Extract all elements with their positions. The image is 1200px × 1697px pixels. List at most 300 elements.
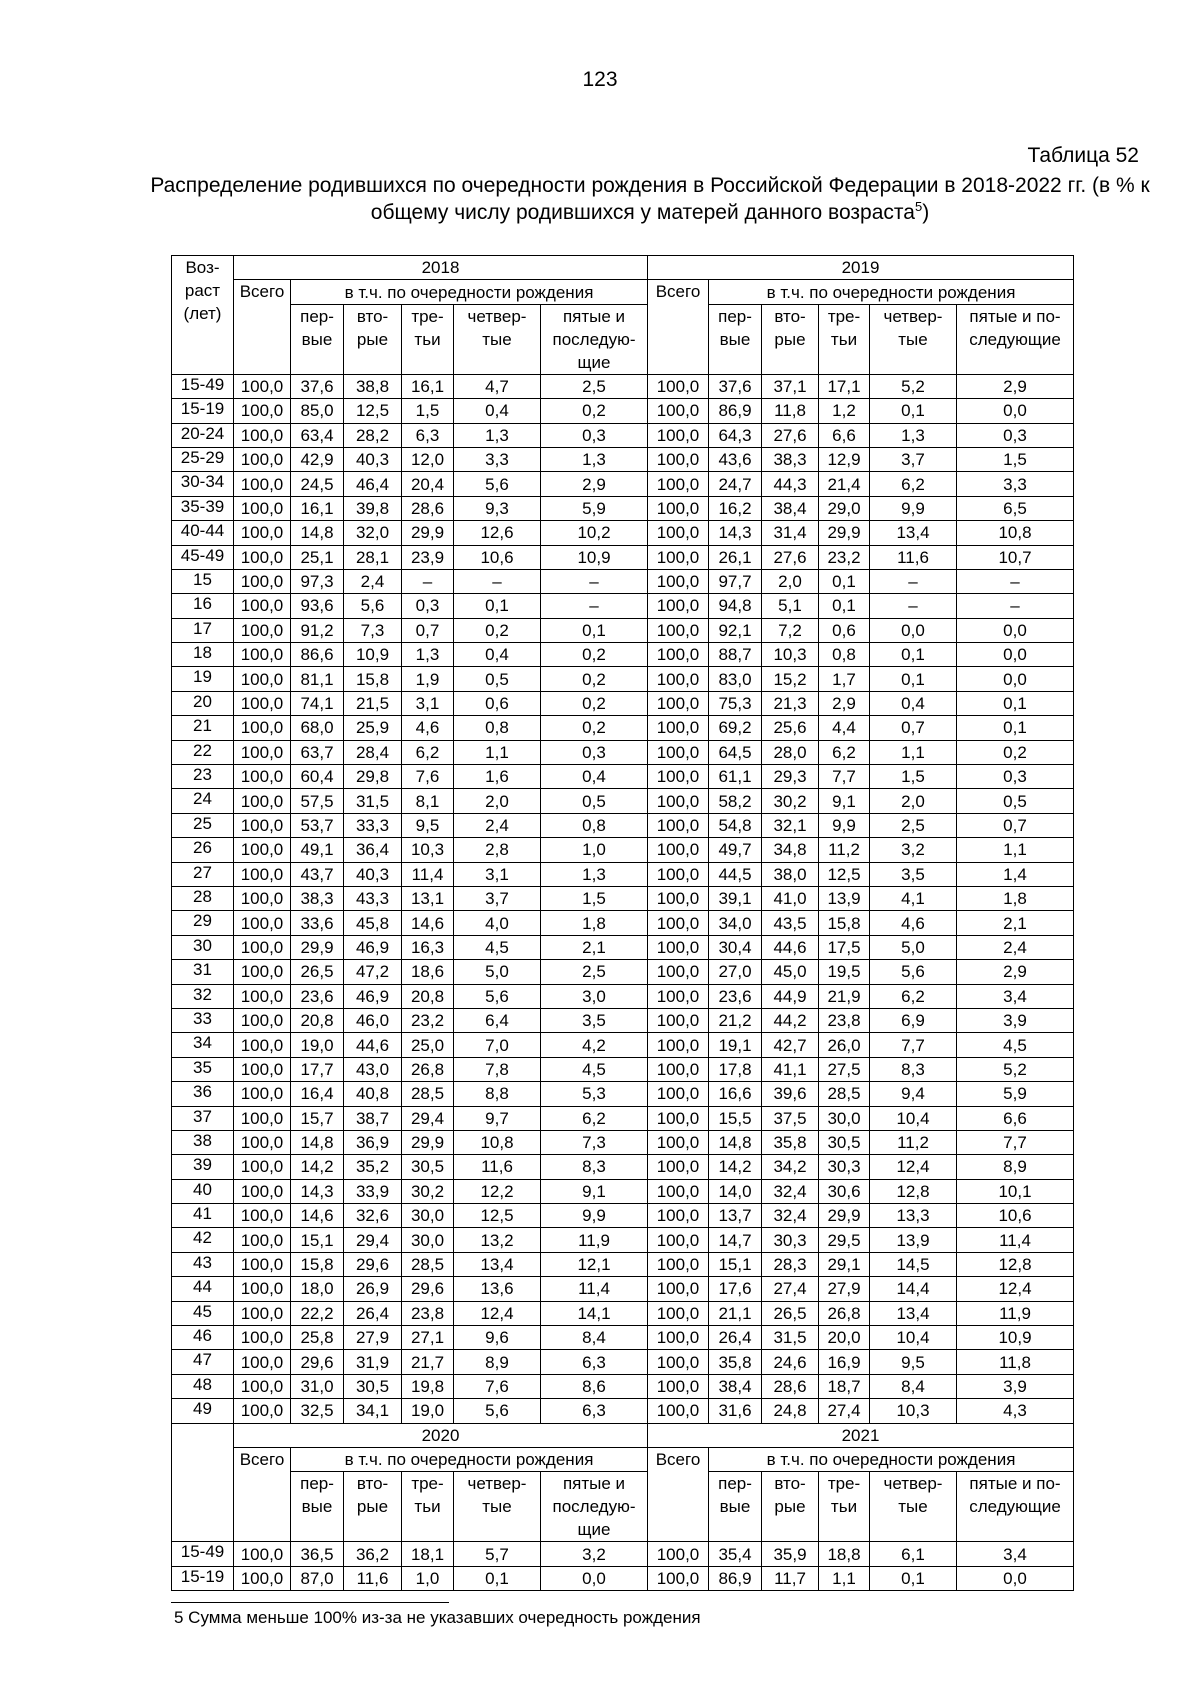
value-cell: 44,5 — [709, 862, 762, 886]
year-header: 2021 — [648, 1423, 1074, 1447]
value-cell: 0,1 — [870, 667, 957, 691]
age-cell: 29 — [172, 911, 234, 935]
value-cell: 28,2 — [344, 423, 402, 447]
value-cell: 13,4 — [870, 1301, 957, 1325]
value-cell: 21,9 — [819, 984, 870, 1008]
value-cell: 24,8 — [762, 1399, 819, 1423]
value-cell: 46,9 — [344, 935, 402, 959]
value-cell: 3,5 — [541, 1008, 648, 1032]
value-cell: 13,7 — [709, 1204, 762, 1228]
value-cell: 10,8 — [957, 521, 1074, 545]
second-births-header: вто-рые — [344, 1472, 402, 1542]
value-cell: 10,9 — [344, 643, 402, 667]
value-cell: 16,9 — [819, 1350, 870, 1374]
value-cell: 9,1 — [541, 1179, 648, 1203]
value-cell: 29,9 — [402, 521, 454, 545]
value-cell: 30,2 — [402, 1179, 454, 1203]
value-cell: 3,9 — [957, 1374, 1074, 1398]
value-cell: 6,2 — [819, 740, 870, 764]
value-cell: 2,4 — [454, 813, 541, 837]
value-cell: 38,4 — [709, 1374, 762, 1398]
value-cell: 17,7 — [291, 1057, 344, 1081]
value-cell: 11,8 — [957, 1350, 1074, 1374]
value-cell: 100,0 — [234, 569, 291, 593]
value-cell: 12,4 — [957, 1277, 1074, 1301]
order-group-header: в т.ч. по очередности рождения — [709, 1447, 1074, 1471]
value-cell: 28,4 — [344, 740, 402, 764]
table-row — [172, 1542, 1074, 1566]
age-cell: 45-49 — [172, 545, 234, 569]
value-cell: 21,1 — [709, 1301, 762, 1325]
value-cell: 42,7 — [762, 1033, 819, 1057]
value-cell: 36,5 — [291, 1542, 344, 1566]
value-cell: 6,1 — [870, 1542, 957, 1566]
value-cell: 37,6 — [709, 374, 762, 398]
value-cell: 100,0 — [234, 667, 291, 691]
value-cell: 10,9 — [541, 545, 648, 569]
table-row — [172, 643, 1074, 667]
value-cell: 8,8 — [454, 1082, 541, 1106]
age-cell: 34 — [172, 1033, 234, 1057]
value-cell: 85,0 — [291, 399, 344, 423]
value-cell: 2,5 — [870, 813, 957, 837]
value-cell: 9,6 — [454, 1326, 541, 1350]
value-cell: 3,9 — [957, 1008, 1074, 1032]
value-cell: 100,0 — [234, 1008, 291, 1032]
table-row — [172, 1566, 1074, 1590]
value-cell: 11,9 — [541, 1228, 648, 1252]
value-cell: 39,8 — [344, 496, 402, 520]
value-cell: 14,3 — [291, 1179, 344, 1203]
value-cell: 29,4 — [344, 1228, 402, 1252]
value-cell: 5,7 — [454, 1542, 541, 1566]
value-cell: 0,0 — [957, 667, 1074, 691]
value-cell: 27,9 — [344, 1326, 402, 1350]
value-cell: 100,0 — [648, 496, 709, 520]
value-cell: 32,0 — [344, 521, 402, 545]
value-cell: 100,0 — [648, 984, 709, 1008]
age-cell: 30-34 — [172, 472, 234, 496]
value-cell: 10,3 — [870, 1399, 957, 1423]
value-cell: 17,5 — [819, 935, 870, 959]
table-title — [150, 172, 1150, 226]
value-cell: 15,2 — [762, 667, 819, 691]
value-cell: 100,0 — [234, 1130, 291, 1154]
value-cell: 23,6 — [709, 984, 762, 1008]
value-cell: 37,1 — [762, 374, 819, 398]
value-cell: 9,9 — [819, 813, 870, 837]
header-row-orders — [172, 1472, 1074, 1542]
value-cell: 19,1 — [709, 1033, 762, 1057]
value-cell: 14,0 — [709, 1179, 762, 1203]
value-cell: 100,0 — [234, 521, 291, 545]
value-cell: 40,3 — [344, 447, 402, 471]
value-cell: 24,6 — [762, 1350, 819, 1374]
value-cell: 1,1 — [957, 838, 1074, 862]
age-cell: 41 — [172, 1204, 234, 1228]
value-cell: 4,3 — [957, 1399, 1074, 1423]
value-cell: 100,0 — [234, 716, 291, 740]
value-cell: 13,9 — [819, 886, 870, 910]
value-cell: 100,0 — [234, 423, 291, 447]
value-cell: 27,5 — [819, 1057, 870, 1081]
table-row — [172, 1130, 1074, 1154]
value-cell: 29,6 — [402, 1277, 454, 1301]
value-cell: 7,7 — [957, 1130, 1074, 1154]
value-cell: 97,7 — [709, 569, 762, 593]
table-row — [172, 1057, 1074, 1081]
value-cell: 10,4 — [870, 1106, 957, 1130]
value-cell: 20,0 — [819, 1326, 870, 1350]
value-cell: 100,0 — [648, 1155, 709, 1179]
value-cell: 33,3 — [344, 813, 402, 837]
value-cell: 34,8 — [762, 838, 819, 862]
value-cell: 63,4 — [291, 423, 344, 447]
table-row — [172, 399, 1074, 423]
value-cell: 0,5 — [957, 789, 1074, 813]
value-cell: – — [454, 569, 541, 593]
value-cell: 17,1 — [819, 374, 870, 398]
value-cell: 33,9 — [344, 1179, 402, 1203]
value-cell: 2,9 — [819, 691, 870, 715]
value-cell: 23,9 — [402, 545, 454, 569]
value-cell: 29,8 — [344, 765, 402, 789]
value-cell: 100,0 — [234, 886, 291, 910]
value-cell: 100,0 — [234, 935, 291, 959]
table-row — [172, 1399, 1074, 1423]
value-cell: 9,1 — [819, 789, 870, 813]
value-cell: 6,2 — [870, 472, 957, 496]
value-cell: 100,0 — [648, 1130, 709, 1154]
age-cell: 36 — [172, 1082, 234, 1106]
year-header: 2018 — [234, 256, 648, 280]
value-cell: 100,0 — [648, 569, 709, 593]
value-cell: 0,1 — [819, 594, 870, 618]
header-row-groups — [172, 1447, 1074, 1471]
value-cell: 19,8 — [402, 1374, 454, 1398]
value-cell: 100,0 — [648, 472, 709, 496]
value-cell: 16,3 — [402, 935, 454, 959]
table-row — [172, 838, 1074, 862]
value-cell: 0,6 — [454, 691, 541, 715]
header-row-orders — [172, 304, 1074, 374]
value-cell: 4,5 — [957, 1033, 1074, 1057]
value-cell: 11,9 — [957, 1301, 1074, 1325]
value-cell: 2,4 — [344, 569, 402, 593]
value-cell: 14,8 — [291, 1130, 344, 1154]
value-cell: 30,5 — [819, 1130, 870, 1154]
value-cell: 100,0 — [234, 1204, 291, 1228]
value-cell: 29,0 — [819, 496, 870, 520]
table-row — [172, 1252, 1074, 1276]
fifth-plus-births-header: пятые и по-следующие — [957, 304, 1074, 374]
value-cell: 40,8 — [344, 1082, 402, 1106]
value-cell: – — [957, 594, 1074, 618]
value-cell: 26,1 — [709, 545, 762, 569]
value-cell: 24,5 — [291, 472, 344, 496]
value-cell: 4,5 — [541, 1057, 648, 1081]
value-cell: 30,0 — [819, 1106, 870, 1130]
table-row — [172, 886, 1074, 910]
value-cell: 31,4 — [762, 521, 819, 545]
value-cell: 100,0 — [648, 618, 709, 642]
value-cell: 100,0 — [234, 1399, 291, 1423]
value-cell: 19,5 — [819, 960, 870, 984]
value-cell: 30,6 — [819, 1179, 870, 1203]
age-cell: 38 — [172, 1130, 234, 1154]
value-cell: 87,0 — [291, 1566, 344, 1590]
value-cell: 0,7 — [870, 716, 957, 740]
value-cell: 8,9 — [454, 1350, 541, 1374]
value-cell: 6,5 — [957, 496, 1074, 520]
value-cell: 10,3 — [402, 838, 454, 862]
table-row — [172, 447, 1074, 471]
value-cell: 21,7 — [402, 1350, 454, 1374]
table-row — [172, 813, 1074, 837]
value-cell: 100,0 — [648, 1204, 709, 1228]
age-cell: 37 — [172, 1106, 234, 1130]
value-cell: 12,8 — [957, 1252, 1074, 1276]
value-cell: 29,9 — [819, 1204, 870, 1228]
value-cell: 1,5 — [541, 886, 648, 910]
value-cell: 28,5 — [402, 1252, 454, 1276]
value-cell: 0,2 — [957, 740, 1074, 764]
value-cell: 11,2 — [870, 1130, 957, 1154]
value-cell: 35,8 — [709, 1350, 762, 1374]
value-cell: 36,2 — [344, 1542, 402, 1566]
value-cell: 12,9 — [819, 447, 870, 471]
value-cell: 44,3 — [762, 472, 819, 496]
value-cell: 0,2 — [454, 618, 541, 642]
table-row — [172, 1228, 1074, 1252]
value-cell: 21,2 — [709, 1008, 762, 1032]
table-row — [172, 960, 1074, 984]
value-cell: 26,4 — [709, 1326, 762, 1350]
value-cell: 12,4 — [454, 1301, 541, 1325]
value-cell: 100,0 — [648, 1228, 709, 1252]
value-cell: 100,0 — [648, 374, 709, 398]
age-cell: 25 — [172, 813, 234, 837]
value-cell: 100,0 — [648, 716, 709, 740]
value-cell: 12,5 — [454, 1204, 541, 1228]
value-cell: 100,0 — [648, 1057, 709, 1081]
value-cell: 33,6 — [291, 911, 344, 935]
table-row — [172, 765, 1074, 789]
value-cell: 29,3 — [762, 765, 819, 789]
value-cell: 2,1 — [541, 935, 648, 959]
value-cell: 91,2 — [291, 618, 344, 642]
value-cell: 9,4 — [870, 1082, 957, 1106]
value-cell: 28,1 — [344, 545, 402, 569]
value-cell: 0,4 — [870, 691, 957, 715]
value-cell: 10,6 — [454, 545, 541, 569]
value-cell: 30,3 — [762, 1228, 819, 1252]
age-cell: 44 — [172, 1277, 234, 1301]
table-row — [172, 1301, 1074, 1325]
age-cell: 49 — [172, 1399, 234, 1423]
value-cell: 7,2 — [762, 618, 819, 642]
table-row — [172, 862, 1074, 886]
value-cell: 2,0 — [762, 569, 819, 593]
value-cell: 100,0 — [648, 1179, 709, 1203]
value-cell: 5,6 — [454, 984, 541, 1008]
value-cell: 28,3 — [762, 1252, 819, 1276]
value-cell: 0,3 — [957, 423, 1074, 447]
value-cell: 11,4 — [541, 1277, 648, 1301]
value-cell: 68,0 — [291, 716, 344, 740]
age-cell: 28 — [172, 886, 234, 910]
value-cell: 5,9 — [957, 1082, 1074, 1106]
value-cell: 30,0 — [402, 1204, 454, 1228]
value-cell: 0,4 — [454, 399, 541, 423]
value-cell: 15,8 — [291, 1252, 344, 1276]
value-cell: 11,4 — [957, 1228, 1074, 1252]
second-births-header: вто-рые — [762, 304, 819, 374]
value-cell: 7,7 — [819, 765, 870, 789]
value-cell: 26,8 — [819, 1301, 870, 1325]
value-cell: 100,0 — [648, 423, 709, 447]
value-cell: 4,6 — [402, 716, 454, 740]
value-cell: 2,1 — [957, 911, 1074, 935]
value-cell: 31,5 — [344, 789, 402, 813]
value-cell: 20,8 — [291, 1008, 344, 1032]
value-cell: 26,5 — [291, 960, 344, 984]
value-cell: 26,9 — [344, 1277, 402, 1301]
value-cell: 100,0 — [234, 691, 291, 715]
value-cell: 29,5 — [819, 1228, 870, 1252]
value-cell: 2,0 — [454, 789, 541, 813]
age-cell: 33 — [172, 1008, 234, 1032]
value-cell: 31,6 — [709, 1399, 762, 1423]
total-header: Всего — [234, 1447, 291, 1541]
value-cell: 26,0 — [819, 1033, 870, 1057]
value-cell: 100,0 — [648, 1399, 709, 1423]
value-cell: 0,1 — [870, 399, 957, 423]
total-header: Всего — [648, 280, 709, 374]
value-cell: 31,5 — [762, 1326, 819, 1350]
value-cell: 8,4 — [870, 1374, 957, 1398]
value-cell: 38,3 — [291, 886, 344, 910]
birth-order-table — [171, 255, 1074, 1591]
age-cell: 20-24 — [172, 423, 234, 447]
value-cell: 3,3 — [957, 472, 1074, 496]
table-row — [172, 667, 1074, 691]
value-cell: 100,0 — [234, 545, 291, 569]
value-cell: 46,0 — [344, 1008, 402, 1032]
value-cell: 18,8 — [819, 1542, 870, 1566]
age-cell: 27 — [172, 862, 234, 886]
table-row — [172, 1082, 1074, 1106]
value-cell: 3,2 — [870, 838, 957, 862]
value-cell: 27,6 — [762, 545, 819, 569]
value-cell: 100,0 — [234, 447, 291, 471]
value-cell: 43,3 — [344, 886, 402, 910]
value-cell: 8,1 — [402, 789, 454, 813]
first-births-header: пер-вые — [291, 304, 344, 374]
value-cell: 28,6 — [762, 1374, 819, 1398]
value-cell: 11,6 — [870, 545, 957, 569]
age-cell: 45 — [172, 1301, 234, 1325]
fourth-births-header: четвер-тые — [454, 304, 541, 374]
value-cell: 32,4 — [762, 1179, 819, 1203]
value-cell: 31,0 — [291, 1374, 344, 1398]
value-cell: 43,0 — [344, 1057, 402, 1081]
value-cell: 14,8 — [709, 1130, 762, 1154]
age-cell: 40 — [172, 1179, 234, 1203]
value-cell: 63,7 — [291, 740, 344, 764]
value-cell: 23,8 — [402, 1301, 454, 1325]
value-cell: 4,0 — [454, 911, 541, 935]
value-cell: 7,7 — [870, 1033, 957, 1057]
value-cell: 20,4 — [402, 472, 454, 496]
value-cell: 5,6 — [454, 472, 541, 496]
table-row — [172, 1277, 1074, 1301]
age-cell: 43 — [172, 1252, 234, 1276]
value-cell: 6,3 — [402, 423, 454, 447]
header-row-years — [172, 1423, 1074, 1447]
title-footnote-mark: 5 — [914, 199, 923, 214]
age-cell: 15-49 — [172, 1542, 234, 1566]
value-cell: 29,9 — [402, 1130, 454, 1154]
value-cell: 21,3 — [762, 691, 819, 715]
value-cell: 100,0 — [234, 911, 291, 935]
value-cell: 45,0 — [762, 960, 819, 984]
value-cell: 100,0 — [648, 1566, 709, 1590]
value-cell: 86,9 — [709, 399, 762, 423]
value-cell: 100,0 — [234, 472, 291, 496]
value-cell: 34,2 — [762, 1155, 819, 1179]
value-cell: 44,6 — [762, 935, 819, 959]
value-cell: 12,2 — [454, 1179, 541, 1203]
value-cell: 0,2 — [541, 667, 648, 691]
value-cell: 86,6 — [291, 643, 344, 667]
age-cell: 24 — [172, 789, 234, 813]
value-cell: 6,6 — [957, 1106, 1074, 1130]
value-cell: 27,6 — [762, 423, 819, 447]
value-cell: 0,5 — [454, 667, 541, 691]
value-cell: 0,2 — [541, 691, 648, 715]
table-row — [172, 911, 1074, 935]
value-cell: 97,3 — [291, 569, 344, 593]
age-cell: 35 — [172, 1057, 234, 1081]
value-cell: 44,9 — [762, 984, 819, 1008]
value-cell: 30,0 — [402, 1228, 454, 1252]
footnote: 5 Сумма меньше 100% из-за не указавших очередность рождения — [174, 1608, 701, 1627]
value-cell: 5,2 — [870, 374, 957, 398]
value-cell: 100,0 — [648, 740, 709, 764]
third-births-header: тре-тьи — [819, 304, 870, 374]
table-row — [172, 1033, 1074, 1057]
fourth-births-header: четвер-тые — [454, 1472, 541, 1542]
value-cell: 10,8 — [454, 1130, 541, 1154]
value-cell: 15,7 — [291, 1106, 344, 1130]
value-cell: 0,8 — [819, 643, 870, 667]
value-cell: 12,4 — [870, 1155, 957, 1179]
value-cell: 0,1 — [957, 716, 1074, 740]
value-cell: 4,5 — [454, 935, 541, 959]
value-cell: 12,5 — [344, 399, 402, 423]
age-cell: 20 — [172, 691, 234, 715]
value-cell: 1,3 — [454, 423, 541, 447]
value-cell: 11,7 — [762, 1566, 819, 1590]
value-cell: 100,0 — [234, 813, 291, 837]
value-cell: 15,5 — [709, 1106, 762, 1130]
value-cell: 29,1 — [819, 1252, 870, 1276]
fourth-births-header: четвер-тые — [870, 304, 957, 374]
table-row — [172, 984, 1074, 1008]
value-cell: 100,0 — [648, 935, 709, 959]
footnote-separator — [171, 1602, 449, 1603]
